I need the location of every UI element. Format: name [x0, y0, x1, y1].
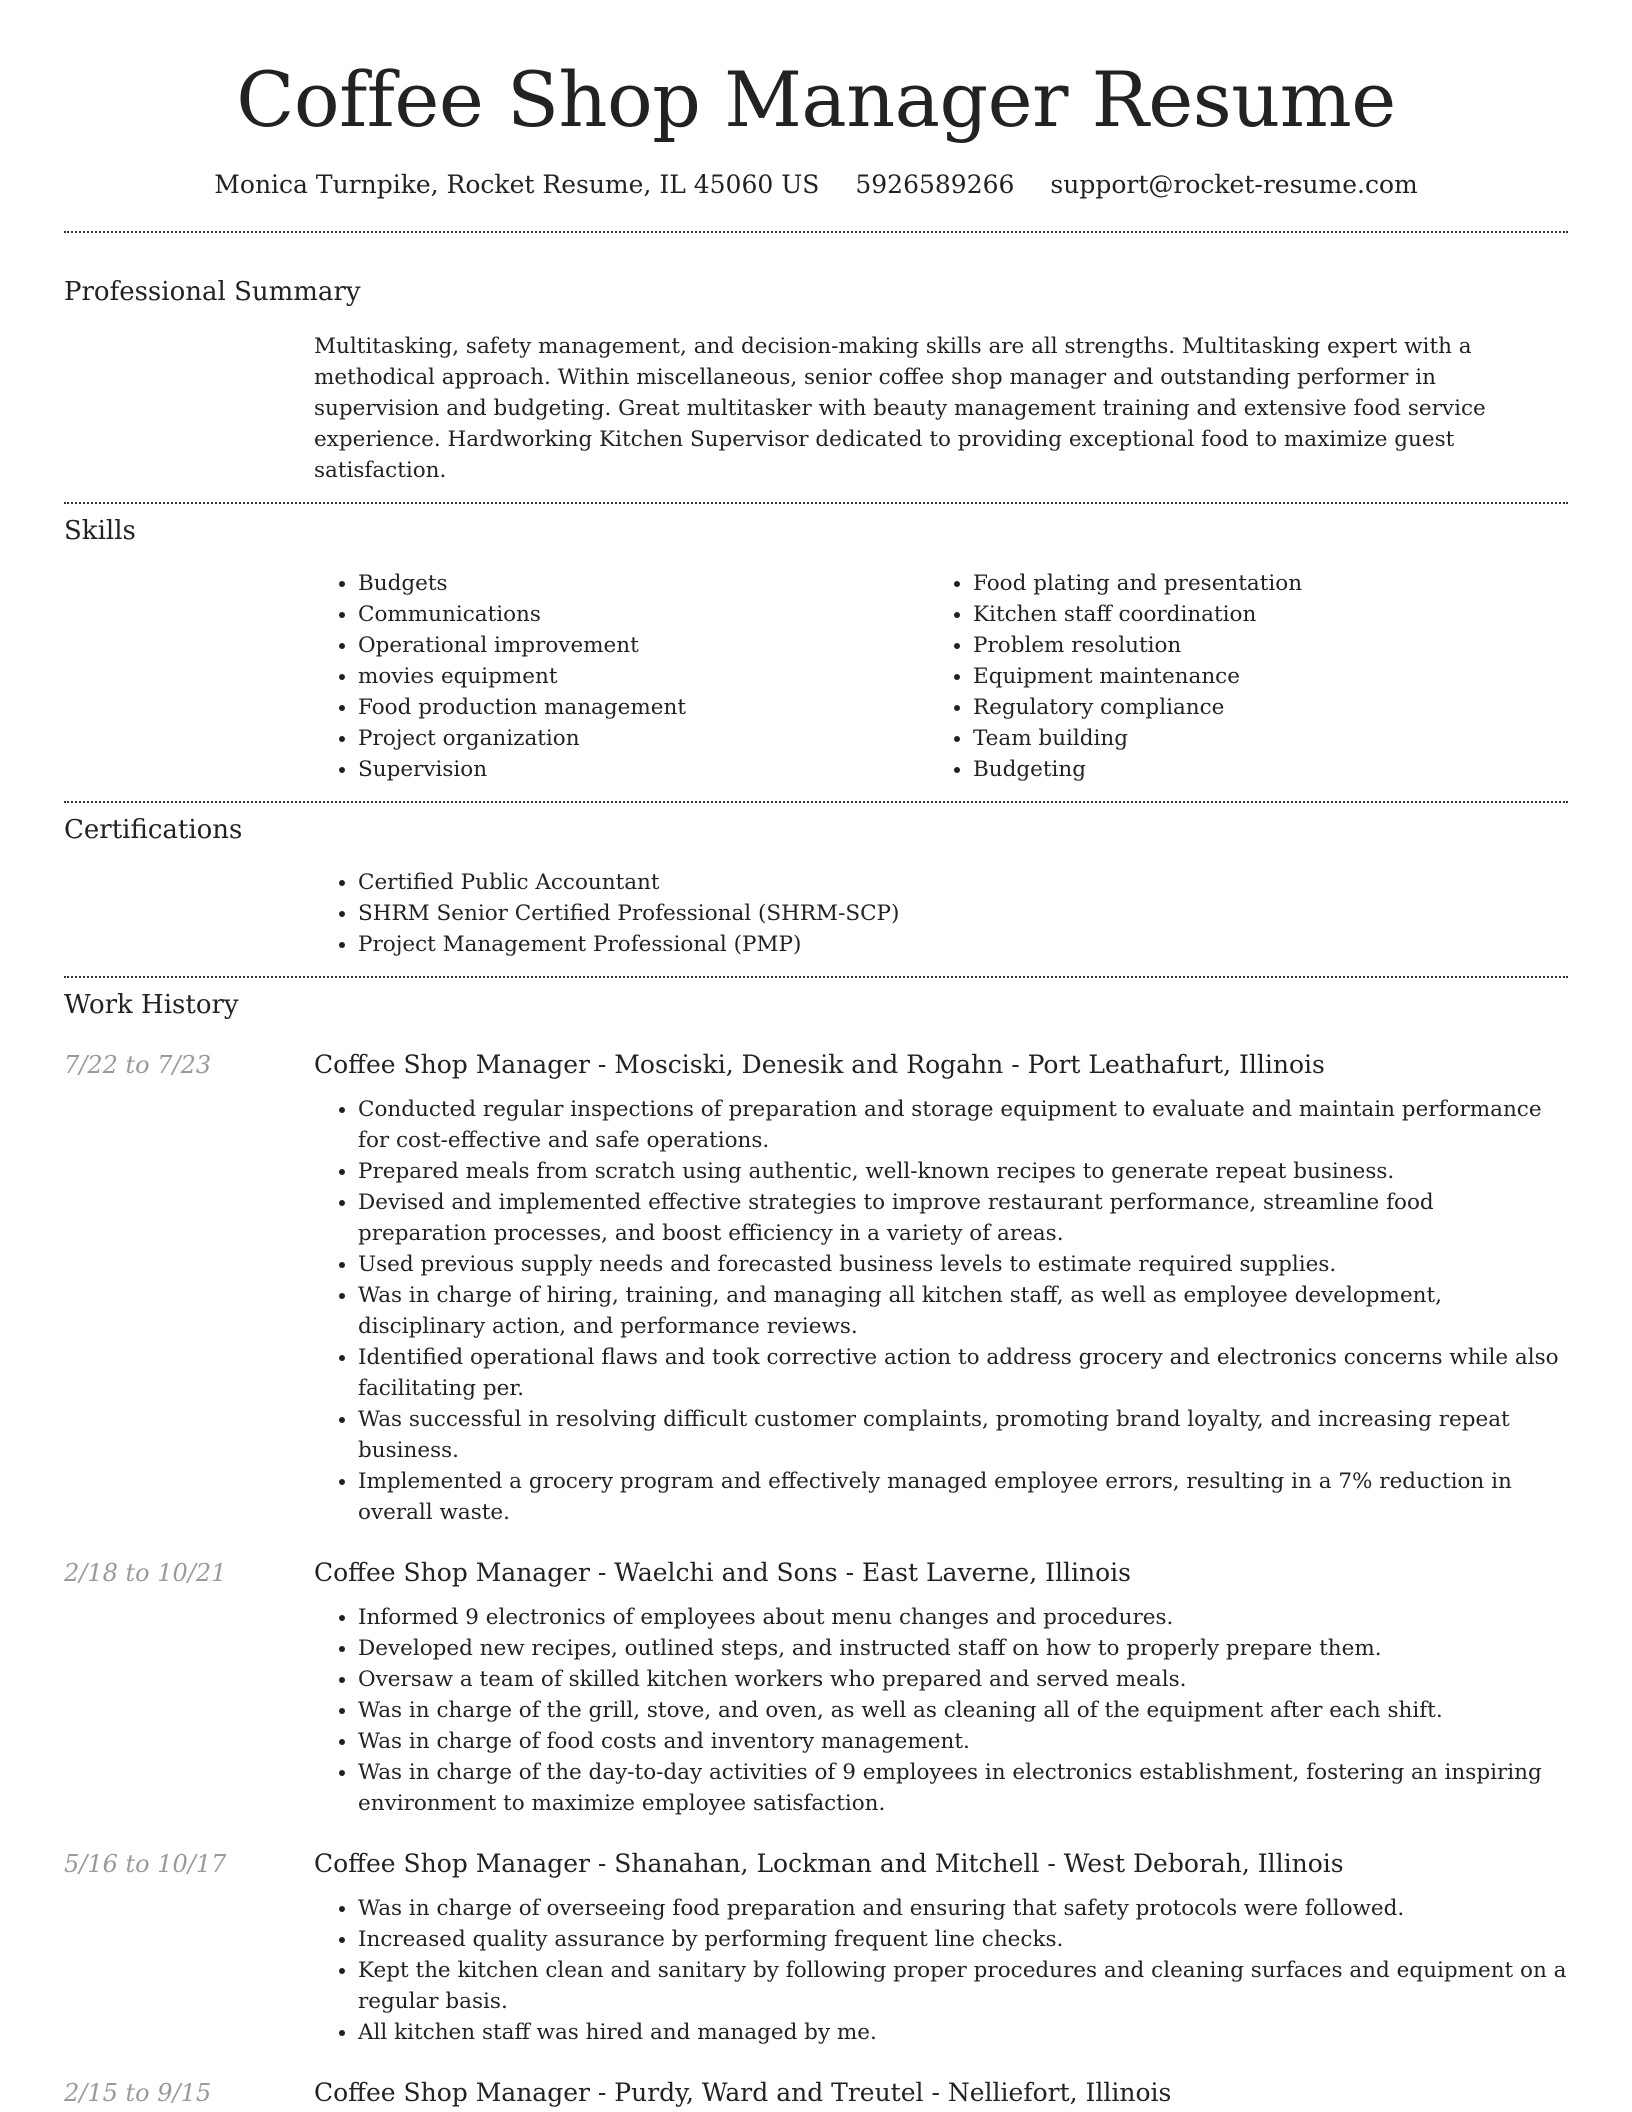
skill-item: • Operational improvement	[358, 630, 929, 661]
contact-line	[64, 168, 1568, 202]
resume-page	[64, 0, 1568, 2110]
job-bullet: • Was in charge of overseeing food preparation and ensuring that safety protocols were followed.	[358, 1893, 1568, 1924]
section-divider	[64, 976, 1568, 978]
job-entry	[64, 1847, 1568, 2048]
job-bullet: • Developed new recipes, outlined steps, and instructed staff on how to properly prepare them.	[358, 1633, 1568, 1664]
skill-item: • Budgeting	[973, 754, 1544, 785]
job-body	[314, 1048, 1568, 1528]
summary-section	[64, 275, 1568, 486]
summary-text: Multitasking, safety management, and decision-making skills are all strengths. Multitasking expert with a methodical approach. Within miscellaneous, senior coffee shop manager and outstanding performer in supervision and budgeting. Great multitasker with beauty management training and extensive food service experience. Hardworking Kitchen Supervisor dedicated to providing exceptional food to maximize guest satisfaction.	[314, 334, 1486, 483]
contact-address: Monica Turnpike, Rocket Resume, IL 45060 US	[214, 170, 820, 199]
certification-item: • Project Management Professional (PMP)	[358, 929, 1568, 960]
contact-phone: 5926589266	[855, 170, 1015, 199]
job-bullet: • Oversaw a team of skilled kitchen workers who prepared and served meals.	[358, 1664, 1568, 1695]
section-divider	[64, 801, 1568, 803]
skills-section	[64, 514, 1568, 785]
job-dates: 2/18 to 10/21	[64, 1559, 227, 1587]
job-bullets	[314, 1094, 1568, 1528]
skill-item: • Equipment maintenance	[973, 661, 1544, 692]
job-bullet: • Kept the kitchen clean and sanitary by following proper procedures and cleaning surfaces and equipment on a regular basis.	[358, 1955, 1568, 2017]
job-dates: 7/22 to 7/23	[64, 1051, 212, 1079]
certification-item: • SHRM Senior Certified Professional (SHRM-SCP)	[358, 898, 1568, 929]
skills-columns	[314, 568, 1568, 785]
job-bullet: • Was in charge of the day-to-day activities of 9 employees in electronics establishment, fostering an inspiring environment to maximize employee satisfaction.	[358, 1757, 1568, 1819]
job-bullet: • Was in charge of hiring, training, and managing all kitchen staff, as well as employee development, disciplinary action, and performance reviews.	[358, 1280, 1568, 1342]
skill-item: • Budgets	[358, 568, 929, 599]
work-history-section	[64, 988, 1568, 2110]
job-heading: Coffee Shop Manager - Waelchi and Sons - East Laverne, Illinois	[314, 1558, 1131, 1587]
job-bullet: • Identified operational flaws and took corrective action to address grocery and electronics concerns while also facilitating per.	[358, 1342, 1568, 1404]
skill-item: • movies equipment	[358, 661, 929, 692]
job-bullet: • Conducted regular inspections of preparation and storage equipment to evaluate and maintain performance for cost-effective and safe operations.	[358, 1094, 1568, 1156]
job-dates: 5/16 to 10/17	[64, 1850, 227, 1878]
skill-item: • Communications	[358, 599, 929, 630]
skill-item: • Food plating and presentation	[973, 568, 1544, 599]
skills-list-right	[929, 568, 1544, 785]
job-body	[314, 1847, 1568, 2048]
work-history-heading: Work History	[64, 990, 239, 1020]
job-bullet: • All kitchen staff was hired and managed by me.	[358, 2017, 1568, 2048]
job-bullet: • Informed 9 electronics of employees about menu changes and procedures.	[358, 1602, 1568, 1633]
skill-item: • Regulatory compliance	[973, 692, 1544, 723]
skill-item: • Problem resolution	[973, 630, 1544, 661]
summary-heading: Professional Summary	[64, 277, 361, 307]
job-bullets	[314, 1602, 1568, 1819]
page-title: Coffee Shop Manager Resume	[236, 55, 1396, 144]
section-divider	[64, 502, 1568, 504]
job-heading: Coffee Shop Manager - Mosciski, Denesik and Rogahn - Port Leathafurt, Illinois	[314, 1050, 1325, 1079]
contact-email: support@rocket-resume.com	[1050, 170, 1418, 199]
certifications-section	[64, 813, 1568, 960]
skill-item: • Project organization	[358, 723, 929, 754]
job-entry	[64, 1556, 1568, 1819]
job-bullet: • Prepared meals from scratch using authentic, well-known recipes to generate repeat business.	[358, 1156, 1568, 1187]
skills-list-left	[314, 568, 929, 785]
job-bullet: • Increased quality assurance by performing frequent line checks.	[358, 1924, 1568, 1955]
section-divider	[64, 231, 1568, 233]
certifications-heading: Certifications	[64, 815, 243, 845]
job-bullet: • Was in charge of food costs and inventory management.	[358, 1726, 1568, 1757]
job-body	[314, 2076, 1568, 2110]
job-bullet: • Was successful in resolving difficult customer complaints, promoting brand loyalty, and increasing repeat business.	[358, 1404, 1568, 1466]
job-bullets	[314, 1893, 1568, 2048]
job-body	[314, 1556, 1568, 1819]
skill-item: • Food production management	[358, 692, 929, 723]
job-dates: 2/15 to 9/15	[64, 2079, 212, 2107]
job-entry	[64, 1048, 1568, 1528]
job-bullet: • Devised and implemented effective strategies to improve restaurant performance, streamline food preparation processes, and boost efficiency in a variety of areas.	[358, 1187, 1568, 1249]
skills-heading: Skills	[64, 516, 136, 546]
job-heading: Coffee Shop Manager - Purdy, Ward and Treutel - Nelliefort, Illinois	[314, 2078, 1172, 2107]
skill-item: • Supervision	[358, 754, 929, 785]
job-heading: Coffee Shop Manager - Shanahan, Lockman and Mitchell - West Deborah, Illinois	[314, 1849, 1344, 1878]
job-bullet: • Was in charge of the grill, stove, and oven, as well as cleaning all of the equipment after each shift.	[358, 1695, 1568, 1726]
job-entry	[64, 2076, 1568, 2110]
job-bullet: • Used previous supply needs and forecasted business levels to estimate required supplies.	[358, 1249, 1568, 1280]
certifications-list	[314, 867, 1568, 960]
job-bullet: • Implemented a grocery program and effectively managed employee errors, resulting in a 7% reduction in overall waste.	[358, 1466, 1568, 1528]
certification-item: • Certified Public Accountant	[358, 867, 1568, 898]
skill-item: • Kitchen staff coordination	[973, 599, 1544, 630]
skill-item: • Team building	[973, 723, 1544, 754]
